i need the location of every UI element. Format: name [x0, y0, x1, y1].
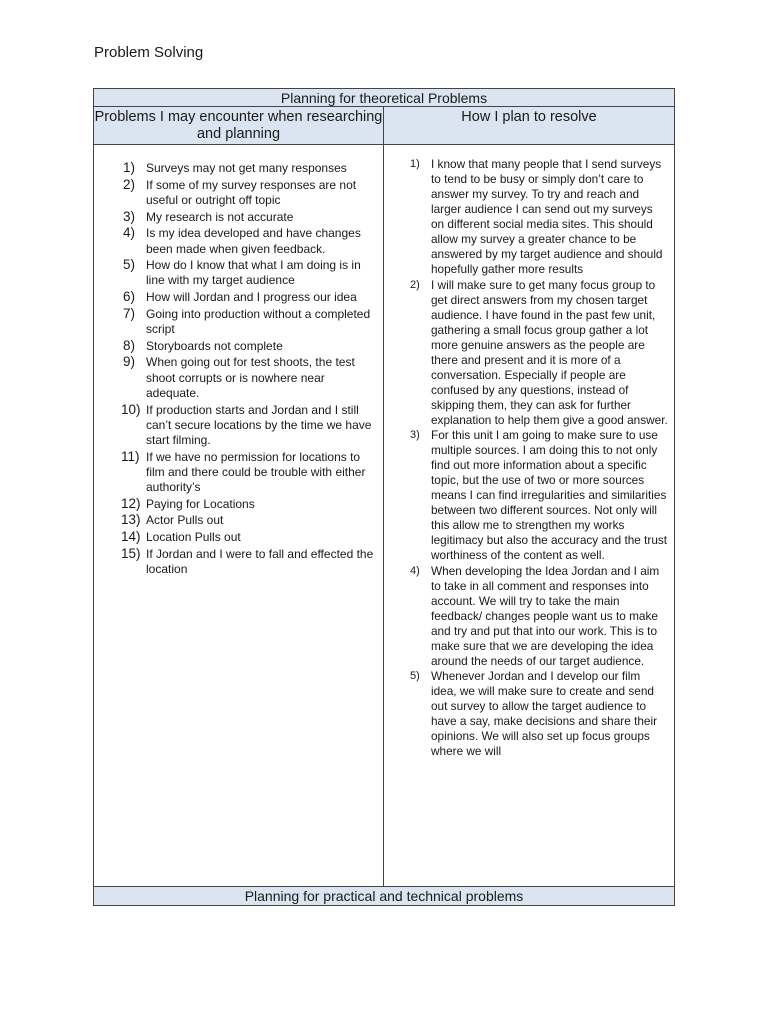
item-text: If some of my survey responses are not useful or outright off topic — [146, 177, 357, 207]
list-item — [118, 403, 376, 449]
item-number: 8) — [123, 337, 136, 353]
list-item — [118, 339, 376, 354]
table-header-row — [94, 107, 674, 145]
resolutions-list — [410, 157, 668, 760]
item-number: 1) — [410, 158, 420, 170]
item-text: Actor Pulls out — [146, 513, 224, 528]
item-number: 11) — [121, 448, 140, 464]
header-problems: Problems I may encounter when researching and planning — [94, 107, 384, 145]
item-text: My research is not accurate — [146, 209, 294, 224]
item-text: If production starts and Jordan and I still can’t secure locations by the time we have start filming. — [146, 402, 372, 447]
item-text: When developing the Idea Jordan and I aim to take in all comment and responses into account. We will try to take the main feedback/ changes people want us to make and try and put that into our work. This is to make sure that we are developing the idea around the needs of our target audience. — [431, 563, 660, 668]
list-item — [118, 161, 376, 176]
item-number: 1) — [123, 160, 136, 175]
list-item — [410, 669, 668, 759]
item-number: 3) — [123, 208, 136, 224]
list-item — [118, 258, 376, 288]
item-text: I know that many people that I send surveys to tend to be busy or simply don’t care to answer my survey. To try and reach and larger audience I can send out my surveys on different social media sites. This should allow my survey a greater chance to be answered by my target audience and should hopefully gather more results — [431, 157, 663, 276]
item-number: 5) — [123, 257, 136, 273]
item-number: 12) — [121, 495, 141, 511]
item-text: How do I know that what I am doing is in line with my target audience — [146, 258, 361, 288]
item-text: How will Jordan and I progress our idea — [146, 290, 357, 305]
list-item — [118, 450, 376, 496]
item-text: Going into production without a completed script — [146, 306, 371, 337]
item-number: 13) — [121, 512, 141, 528]
problems-cell — [94, 145, 384, 887]
list-item — [118, 307, 376, 337]
item-number: 6) — [123, 289, 136, 305]
list-item — [118, 513, 376, 528]
item-text: Paying for Locations — [146, 496, 255, 511]
table-footer: Planning for practical and technical problems — [94, 887, 674, 905]
list-item — [118, 547, 376, 577]
item-text: Storyboards not complete — [146, 338, 283, 353]
item-number: 9) — [123, 354, 136, 370]
item-number: 7) — [123, 305, 136, 321]
item-number: 10) — [121, 401, 141, 417]
item-text: For this unit I am going to make sure to use multiple sources. I am doing this to not only find out more information about a specific topic, but the use of two or more sources means I can find irregularities and similarities between two different sources. Not only will this allow me to strengthen my works legitimacy but also the accuracy and the trust worthiness of the content as well. — [431, 428, 668, 562]
list-item — [410, 428, 668, 563]
item-text: When going out for test shoots, the test shoot corrupts or is nowhere near adequate. — [146, 355, 355, 400]
header-resolutions: How I plan to resolve — [461, 109, 597, 125]
list-item — [118, 355, 376, 401]
problems-list — [118, 161, 376, 579]
table-title: Planning for theoretical Problems — [94, 89, 674, 107]
list-item — [410, 157, 668, 277]
list-item — [118, 226, 376, 256]
table-body-row — [94, 145, 674, 887]
planning-table — [93, 88, 675, 906]
item-number: 2) — [410, 278, 420, 291]
document-title: Problem Solving — [94, 44, 204, 61]
item-text: I will make sure to get many focus group to get direct answers from my chosen target audience. I have found in the past few unit, gathering a small focus group gather a lot more genuine answers as the people are there and present and it is more of a conversation. Especially if people are confused by any questions, instead of skipping them, they can ask for further explanation to help them give a good answer. — [431, 277, 668, 427]
list-item — [410, 278, 668, 428]
item-text: Location Pulls out — [146, 530, 241, 545]
item-number: 4) — [410, 564, 420, 577]
list-item — [118, 210, 376, 225]
item-number: 5) — [410, 670, 420, 682]
list-item — [118, 530, 376, 545]
item-number: 3) — [410, 429, 420, 441]
item-number: 14) — [121, 529, 141, 545]
item-text: Is my idea developed and have changes been made when given feedback. — [146, 226, 361, 256]
list-item — [118, 178, 376, 208]
list-item — [118, 497, 376, 512]
item-text: If we have no permission for locations to film and there could be trouble with either authority’s — [146, 449, 366, 495]
item-text: If Jordan and I were to fall and effected the location — [146, 546, 374, 577]
item-text: Surveys may not get many responses — [146, 161, 347, 175]
list-item — [410, 564, 668, 669]
item-number: 4) — [123, 225, 136, 241]
list-item — [118, 290, 376, 305]
item-text: Whenever Jordan and I develop our film idea, we will make sure to create and send out survey to allow the target audience to have a say, make decisions and share their opinions. We will also set up focus groups where we will — [431, 669, 658, 758]
item-number: 15) — [121, 545, 141, 561]
resolutions-cell — [384, 145, 674, 887]
item-number: 2) — [123, 176, 136, 192]
